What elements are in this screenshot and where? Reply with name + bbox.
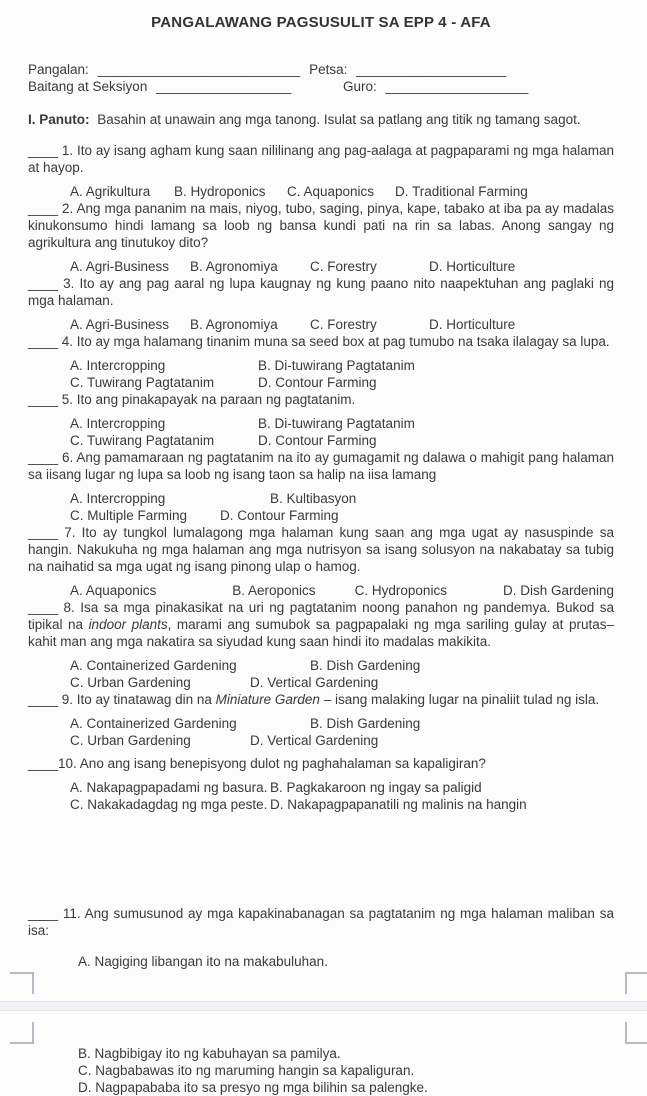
question-5-option-a: A. Intercropping (70, 416, 166, 431)
question-6-options (70, 490, 614, 524)
section-label: Baitang at Seksiyon (28, 79, 148, 94)
question-1-options (70, 183, 614, 200)
question-7-option-c: C. Hydroponics (354, 583, 447, 598)
question-11-option-c: C. Nagbabawas ito ng maruming hangin sa kapaliguran. (78, 1063, 415, 1078)
question-8-option-b: B. Dish Gardening (310, 658, 421, 673)
question-10 (28, 755, 614, 813)
question-5-options (70, 415, 614, 449)
question-6-option-b: B. Kultibasyon (270, 491, 357, 506)
question-2-option-c: C. Forestry (310, 259, 377, 274)
question-8 (28, 599, 614, 691)
question-9-option-b: B. Dish Gardening (310, 716, 421, 731)
question-10-stem: ____10. Ano ang isang benepisyong dulot ng paghahalaman sa kapaligiran? (28, 756, 486, 771)
header-fields (28, 61, 614, 95)
question-3-options (70, 316, 614, 333)
question-7-stem: ____ 7. Ito ay tungkol lumalagong mga halaman kung saan ang mga ugat ay nasuspinde sa hangin. Nakukuha ng mga halaman ang mga nutrisyon sa isang solusyon na nakabatay sa tubig na naihatid sa mga ugat ng isang pinong ulap o hamog. (28, 525, 614, 574)
question-5-option-c: C. Tuwirang Pagtatanim (70, 433, 215, 448)
question-5-option-b: B. Di-tuwirang Pagtatanim (258, 416, 415, 431)
directions-label: I. Panuto: (28, 112, 90, 127)
question-10-options (70, 779, 614, 813)
question-3-option-a: A. Agri-Business (70, 317, 170, 332)
question-5-stem: ____ 5. Ito ang pinakapayak na paraan ng pagtatanim. (28, 392, 356, 407)
question-6-option-c: C. Multiple Farming (70, 508, 188, 523)
question-6 (28, 449, 614, 524)
question-3 (28, 275, 614, 333)
question-1-option-a: A. Agrikultura (70, 184, 151, 199)
question-11-options-page1 (78, 953, 614, 970)
question-6-option-d: D. Contour Farming (220, 508, 339, 523)
question-11-option-b: B. Nagbibigay ito ng kabuhayan sa pamilya. (78, 1046, 341, 1061)
question-6-stem: ____ 6. Ang pamamaraan ng pagtatanim na ito ay gumagamit ng dalawa o mahigit pang halaman sa iisang lugar ng lupa sa loob ng isang taon sa halip na iisa lamang (28, 450, 614, 482)
question-11-option-d: D. Nagpapababa ito sa presyo ng mga bilihin sa palengke. (78, 1080, 428, 1095)
question-10-option-c: C. Nakakadagdag ng mga peste. (70, 797, 268, 812)
question-5 (28, 391, 614, 449)
worksheet-page (0, 14, 647, 1096)
date-label: Petsa: (309, 62, 348, 77)
question-8-options (70, 657, 614, 691)
page-break-gap (0, 1001, 647, 1011)
question-8-stem (28, 599, 614, 650)
question-6-option-a: A. Intercropping (70, 491, 166, 506)
question-2-stem: ____ 2. Ang mga pananim na mais, niyog, tubo, saging, pinya, kape, tabako at iba pa ay madalas kinukonsumo hindi lamang sa loob ng bansa kundi pati na rin sa labas. Anong sangay ng agrikultura ang tinutukoy dito? (28, 201, 614, 250)
name-label: Pangalan: (28, 62, 89, 77)
question-7-option-a: A. Aquaponics (70, 583, 157, 598)
question-8-option-a: A. Containerized Gardening (70, 658, 237, 673)
question-9-stem-pre: ____ 9. Ito ay tinatawag din na (28, 692, 216, 707)
page1-bottom-left-corner-mark (10, 972, 34, 994)
question-1-stem: ____ 1. Ito ay isang agham kung saan nililinang ang pag-aalaga at pagpaparami ng mga halaman at hayop. (28, 143, 614, 175)
question-9-options (70, 715, 614, 749)
question-2 (28, 200, 614, 275)
question-3-option-b: B. Agronomiya (190, 317, 278, 332)
page1-bottom-right-corner-mark (625, 972, 647, 994)
question-7-option-b: B. Aeroponics (232, 583, 316, 598)
question-2-options (70, 258, 614, 275)
question-2-option-b: B. Agronomiya (190, 259, 278, 274)
teacher-blank-line: ___________________ (385, 79, 529, 94)
question-4-option-a: A. Intercropping (70, 358, 166, 373)
question-4-options (70, 357, 614, 391)
question-10-option-d: D. Nakapagpapanatili ng malinis na hangin (270, 797, 527, 812)
question-8-stem-italic: indoor plants (88, 617, 168, 632)
question-4-option-d: D. Contour Farming (258, 375, 377, 390)
question-3-stem: ____ 3. Ito ay ang pag aaral ng lupa kaugnay ng kung paano nito naapektuhan ang paglaki ng mga halaman. (28, 276, 614, 308)
page2-top-left-corner-mark (10, 1022, 34, 1044)
question-9-option-d: D. Vertical Gardening (250, 733, 379, 748)
question-11 (28, 905, 614, 970)
question-8-option-d: D. Vertical Gardening (250, 675, 379, 690)
question-10-option-a: A. Nakapagpapadami ng basura. (70, 780, 268, 795)
question-9-option-c: C. Urban Gardening (70, 733, 191, 748)
directions (28, 111, 614, 128)
question-2-option-d: D. Horticulture (429, 259, 516, 274)
question-8-option-c: C. Urban Gardening (70, 675, 191, 690)
question-1-option-d: D. Traditional Farming (395, 184, 528, 199)
date-blank-line: ____________________ (356, 62, 507, 77)
question-11-options-page2 (78, 1045, 614, 1096)
question-11-stem: ____ 11. Ang sumusunod ay mga kapakinabanagan sa pagtatanim ng mga halaman maliban sa isa: (28, 906, 614, 938)
section-blank-line: __________________ (156, 79, 292, 94)
question-5-option-d: D. Contour Farming (258, 433, 377, 448)
question-4-option-b: B. Di-tuwirang Pagtatanim (258, 358, 415, 373)
name-blank-line: ___________________________ (97, 62, 301, 77)
question-1 (28, 142, 614, 200)
question-9-stem (28, 691, 614, 708)
question-9-stem-italic: Miniature Garden (215, 692, 320, 707)
question-9 (28, 691, 614, 749)
page-title: PANGALAWANG PAGSUSULIT SA EPP 4 - AFA (151, 14, 491, 31)
question-4-stem: ____ 4. Ito ay mga halamang tinanim muna sa seed box at pag tumubo na tsaka ilalagay sa lupa. (28, 334, 610, 349)
question-1-option-c: C. Aquaponics (287, 184, 375, 199)
teacher-label: Guro: (343, 79, 377, 94)
name-date-row (28, 61, 614, 78)
question-4-option-c: C. Tuwirang Pagtatanim (70, 375, 215, 390)
question-7-option-d: D. Dish Gardening (502, 583, 615, 598)
question-2-option-a: A. Agri-Business (70, 259, 170, 274)
question-8-stem-pre: ____ 8. Isa sa mga pinakasikat na uri ng pagtatanim noong panahon ng pandemya. Bukod sa tipikal na (28, 600, 614, 632)
question-4 (28, 333, 614, 391)
directions-text: Basahin at unawain ang mga tanong. Isulat sa patlang ang titik ng tamang sagot. (93, 112, 581, 127)
question-9-stem-post: – isang malaking lugar na pinaliit tulad ng isla. (319, 692, 600, 707)
question-8-stem-post: , marami ang sumubok sa pagpapalaki ng mga sariling gulay at prutas–kahit man ang mga nakatira sa siyudad kung saan hindi ito madalas makikita. (28, 617, 614, 649)
question-11-option-a: A. Nagiging libangan ito na makabuluhan. (78, 954, 328, 969)
question-10-option-b: B. Pagkakaroon ng ingay sa paligid (270, 780, 482, 795)
question-9-option-a: A. Containerized Gardening (70, 716, 237, 731)
question-1-option-b: B. Hydroponics (174, 184, 266, 199)
question-7-options (70, 582, 614, 599)
question-3-option-d: D. Horticulture (429, 317, 516, 332)
page2-top-right-corner-mark (625, 1022, 647, 1044)
question-7 (28, 524, 614, 599)
section-teacher-row (28, 78, 614, 95)
question-3-option-c: C. Forestry (310, 317, 377, 332)
page-break-zone (0, 970, 647, 1045)
